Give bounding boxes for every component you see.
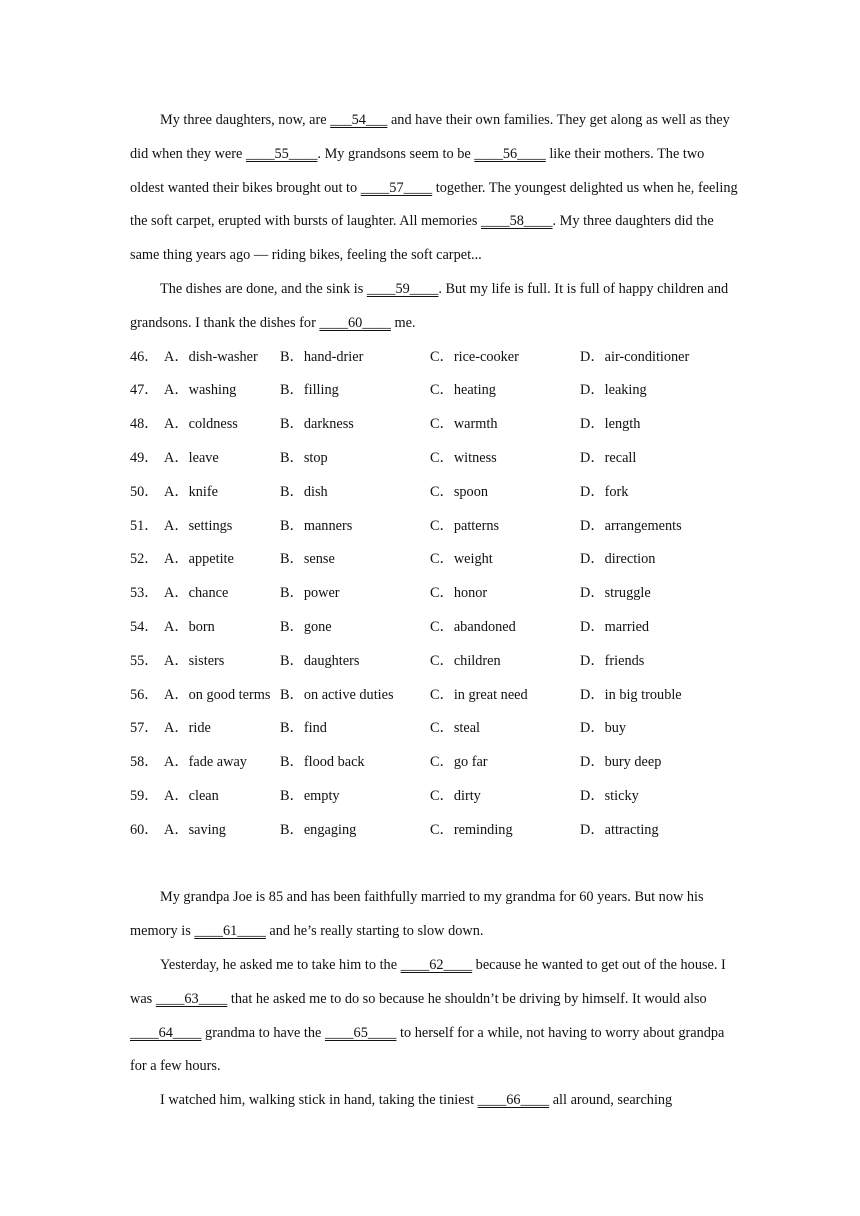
option-b: B．power (280, 585, 340, 602)
question-number: 46． (130, 348, 159, 365)
document-content (130, 104, 742, 1118)
question-number: 58． (130, 754, 159, 771)
question-number: 52． (130, 551, 159, 568)
option-c: C．rice-cooker (430, 348, 519, 365)
option-b: B．gone (280, 618, 332, 635)
question-row (130, 814, 742, 848)
question-row (130, 510, 742, 544)
option-a: A．knife (164, 483, 218, 500)
option-b: B．sense (280, 551, 335, 568)
blank-64: ____64____ (130, 1024, 202, 1041)
option-b: B．flood back (280, 754, 365, 771)
question-number: 56． (130, 686, 159, 703)
question-row (130, 341, 742, 375)
option-a: A．coldness (164, 416, 238, 433)
question-number: 55． (130, 652, 159, 669)
option-c: C．abandoned (430, 618, 516, 635)
option-b: B．daughters (280, 652, 360, 669)
option-d: D．friends (580, 652, 645, 669)
option-a: A．sisters (164, 652, 225, 669)
option-c: C．children (430, 652, 501, 669)
option-b: B．filling (280, 382, 339, 399)
option-b: B．manners (280, 517, 353, 534)
question-row (130, 712, 742, 746)
option-a: A．appetite (164, 551, 234, 568)
option-b: B．find (280, 720, 327, 737)
blank-62: ____62____ (400, 956, 473, 973)
option-d: D．attracting (580, 821, 659, 838)
option-d: D．buy (580, 720, 627, 737)
option-a: A．born (164, 618, 215, 635)
option-b: B．dish (280, 483, 328, 500)
option-d: D．in big trouble (580, 686, 682, 703)
question-number: 60． (130, 821, 159, 838)
passage2-paragraph3: I watched him, walking stick in hand, taking the tiniest ____66____ all around, searching (160, 1092, 673, 1109)
option-a: A．settings (164, 517, 233, 534)
option-d: D．arrangements (580, 517, 682, 534)
option-d: D．fork (580, 483, 629, 500)
option-d: D．bury deep (580, 754, 662, 771)
option-b: B．empty (280, 787, 340, 804)
option-b: B．hand-drier (280, 348, 364, 365)
question-row (130, 543, 742, 577)
question-row (130, 780, 742, 814)
passage2-paragraph1: My grandpa Joe is 85 and has been faithfully married to my grandma for 60 years. But now his memory is ____61____ and he’s really starting to slow down. (130, 889, 704, 940)
option-d: D．direction (580, 551, 656, 568)
option-b: B．on active duties (280, 686, 394, 703)
question-number: 53． (130, 585, 159, 602)
section-gap (130, 848, 742, 882)
blank-66: ____66____ (477, 1092, 550, 1109)
question-number: 51． (130, 517, 159, 534)
blank-65: ____65____ (324, 1024, 397, 1041)
option-b: B．engaging (280, 821, 357, 838)
option-c: C．steal (430, 720, 481, 737)
question-row (130, 645, 742, 679)
question-row (130, 374, 742, 408)
question-number: 47． (130, 382, 159, 399)
question-row (130, 679, 742, 713)
option-d: D．leaking (580, 382, 647, 399)
option-a: A．chance (164, 585, 229, 602)
option-c: C．patterns (430, 517, 500, 534)
question-row (130, 746, 742, 780)
blank-55: ____55____ (245, 145, 318, 162)
question-number: 54． (130, 618, 159, 635)
question-number: 50． (130, 483, 159, 500)
question-number: 49． (130, 449, 159, 466)
passage1-paragraph1: My three daughters, now, are ___54___ and have their own families. They get along as well as they did when they were ____55____. My grandsons seem to be ____56____ like their mothers. The two oldest wanted their bikes brought out to ____57____ together. The youngest delighted us when he, feeling the soft carpet, erupted with bursts of laughter. All memories ____58____. My three daughters did the same thing years ago — riding bikes, feeling the soft carpet... (130, 112, 738, 264)
option-c: C．honor (430, 585, 488, 602)
blank-56: ____56____ (474, 145, 546, 162)
option-a: A．fade away (164, 754, 247, 771)
option-a: A．leave (164, 449, 219, 466)
blank-61: ____61____ (194, 923, 266, 940)
option-d: D．married (580, 618, 650, 635)
option-c: C．in great need (430, 686, 528, 703)
option-d: D．air-conditioner (580, 348, 690, 365)
blank-59: ____59____ (366, 280, 439, 297)
question-row (130, 408, 742, 442)
option-d: D．length (580, 416, 641, 433)
option-a: A．saving (164, 821, 226, 838)
option-c: C．warmth (430, 416, 498, 433)
option-b: B．stop (280, 449, 328, 466)
passage2-paragraph2: Yesterday, he asked me to take him to the ____62____ because he wanted to get out of the house. I was ____63____ that he asked me to do so because he shouldn’t be driving by himself. It would also ____64____ grandma to have the ____65____ to herself for a while, not having to worry about grandpa for a few hours. (130, 956, 726, 1075)
option-c: C．weight (430, 551, 493, 568)
question-row (130, 442, 742, 476)
blank-63: ____63____ (155, 990, 228, 1007)
question-number: 48． (130, 416, 159, 433)
option-d: D．recall (580, 449, 637, 466)
option-a: A．on good terms (164, 686, 271, 703)
option-b: B．darkness (280, 416, 354, 433)
question-list (130, 341, 742, 848)
blank-57: ____57____ (360, 179, 433, 196)
option-c: C．heating (430, 382, 496, 399)
passage1-paragraph2: The dishes are done, and the sink is ____59____. But my life is full. It is full of happy children and grandsons. I thank the dishes for ____60____ me. (130, 280, 729, 331)
question-row (130, 577, 742, 611)
question-row (130, 476, 742, 510)
option-d: D．struggle (580, 585, 651, 602)
option-d: D．sticky (580, 787, 639, 804)
question-number: 59． (130, 787, 159, 804)
question-number: 57． (130, 720, 159, 737)
option-c: C．go far (430, 754, 488, 771)
blank-58: ____58____ (481, 213, 553, 230)
option-c: C．spoon (430, 483, 488, 500)
option-c: C．dirty (430, 787, 481, 804)
option-a: A．washing (164, 382, 237, 399)
blank-54: ___54___ (330, 112, 388, 128)
option-a: A．dish-washer (164, 348, 258, 365)
option-a: A．ride (164, 720, 211, 737)
option-c: C．witness (430, 449, 497, 466)
option-c: C．reminding (430, 821, 513, 838)
blank-60: ____60____ (319, 314, 391, 331)
question-row (130, 611, 742, 645)
option-a: A．clean (164, 787, 219, 804)
